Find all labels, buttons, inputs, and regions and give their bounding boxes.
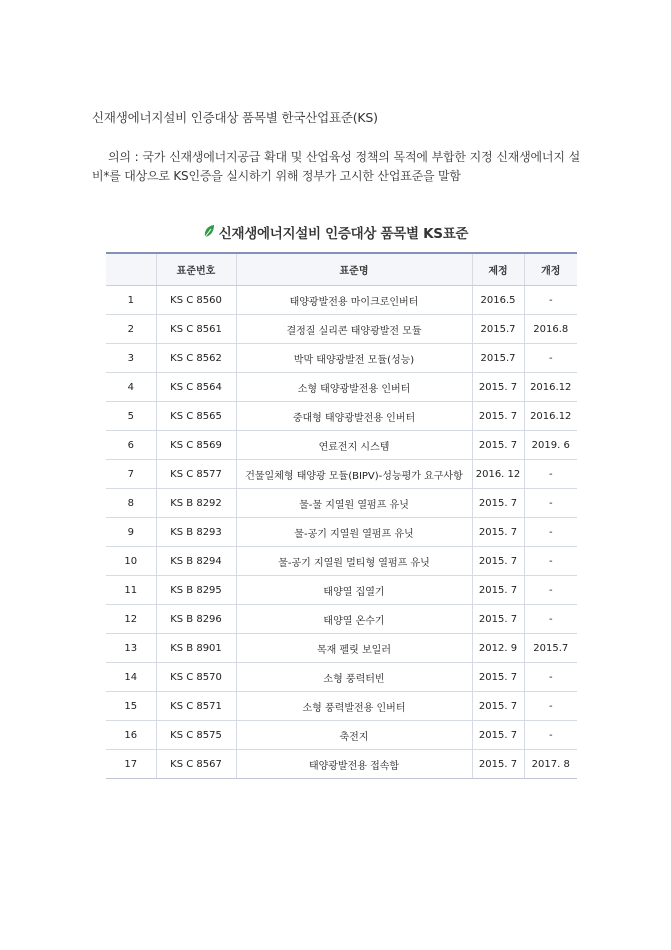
standard-name-cell: 소형 풍력발전용 인버터 <box>236 692 472 721</box>
header-standard-name: 표준명 <box>236 253 472 286</box>
table-row <box>106 576 577 605</box>
standard-number-cell: KS C 8562 <box>156 344 236 373</box>
revised-date-cell: - <box>524 663 577 692</box>
row-index-cell: 14 <box>106 663 156 692</box>
revised-date-cell: 2019. 6 <box>524 431 577 460</box>
standard-name-cell: 중대형 태양광발전용 인버터 <box>236 402 472 431</box>
standard-number-cell: KS C 8567 <box>156 750 236 779</box>
standard-number-cell: KS C 8561 <box>156 315 236 344</box>
standard-number-cell: KS B 8296 <box>156 605 236 634</box>
row-index-cell: 2 <box>106 315 156 344</box>
enacted-date-cell: 2015. 7 <box>472 692 524 721</box>
table-row <box>106 402 577 431</box>
header-standard-number: 표준번호 <box>156 253 236 286</box>
row-index-cell: 10 <box>106 547 156 576</box>
standard-number-cell: KS C 8575 <box>156 721 236 750</box>
table-row <box>106 315 577 344</box>
table-row <box>106 605 577 634</box>
enacted-date-cell: 2015. 7 <box>472 576 524 605</box>
table-header-row <box>106 253 577 286</box>
row-index-cell: 17 <box>106 750 156 779</box>
standard-name-cell: 태양열 온수기 <box>236 605 472 634</box>
standard-name-cell: 축전지 <box>236 721 472 750</box>
enacted-date-cell: 2015. 7 <box>472 489 524 518</box>
enacted-date-cell: 2016. 12 <box>472 460 524 489</box>
table-row <box>106 663 577 692</box>
enacted-date-cell: 2015. 7 <box>472 518 524 547</box>
revised-date-cell: - <box>524 605 577 634</box>
standard-number-cell: KS B 8292 <box>156 489 236 518</box>
standard-name-cell: 물-공기 지열원 열펌프 유닛 <box>236 518 472 547</box>
standard-name-cell: 연료전지 시스템 <box>236 431 472 460</box>
table-title: 신재생에너지설비 인증대상 품목별 KS표준 <box>218 226 469 242</box>
standard-name-cell: 박막 태양광발전 모듈(성능) <box>236 344 472 373</box>
standard-name-cell: 태양열 집열기 <box>236 576 472 605</box>
table-row <box>106 692 577 721</box>
table-row <box>106 373 577 402</box>
revised-date-cell: - <box>524 692 577 721</box>
enacted-date-cell: 2015.7 <box>472 315 524 344</box>
standard-name-cell: 태양광발전용 마이크로인버터 <box>236 286 472 315</box>
enacted-date-cell: 2015. 7 <box>472 402 524 431</box>
revised-date-cell: - <box>524 344 577 373</box>
standard-number-cell: KS C 8577 <box>156 460 236 489</box>
row-index-cell: 7 <box>106 460 156 489</box>
standard-number-cell: KS C 8571 <box>156 692 236 721</box>
header-index <box>106 253 156 286</box>
enacted-date-cell: 2015. 7 <box>472 431 524 460</box>
revised-date-cell: 2016.12 <box>524 402 577 431</box>
standard-name-cell: 태양광발전용 접속함 <box>236 750 472 779</box>
revised-date-cell: 2016.8 <box>524 315 577 344</box>
row-index-cell: 6 <box>106 431 156 460</box>
table-title-block <box>0 222 671 242</box>
row-index-cell: 5 <box>106 402 156 431</box>
standard-name-cell: 건물일체형 태양광 모듈(BIPV)-성능평가 요구사항 <box>236 460 472 489</box>
definition-paragraph: 의의 : 국가 신재생에너지공급 확대 및 산업육성 정책의 목적에 부합한 지정 신재생에너지 설비*를 대상으로 KS인증을 실시하기 위해 정부가 고시한 산업표준을 말함 <box>92 150 580 183</box>
header-revised: 개정 <box>524 253 577 286</box>
row-index-cell: 3 <box>106 344 156 373</box>
revised-date-cell: - <box>524 489 577 518</box>
header-enacted: 제정 <box>472 253 524 286</box>
enacted-date-cell: 2012. 9 <box>472 634 524 663</box>
standard-name-cell: 결정질 실리콘 태양광발전 모듈 <box>236 315 472 344</box>
enacted-date-cell: 2015. 7 <box>472 605 524 634</box>
enacted-date-cell: 2015. 7 <box>472 373 524 402</box>
table-row <box>106 750 577 779</box>
row-index-cell: 8 <box>106 489 156 518</box>
table-row <box>106 460 577 489</box>
revised-date-cell: - <box>524 576 577 605</box>
row-index-cell: 9 <box>106 518 156 547</box>
table-body <box>106 286 577 779</box>
standard-name-cell: 물-공기 지열원 멀티형 열펌프 유닛 <box>236 547 472 576</box>
table-row <box>106 344 577 373</box>
ks-standards-table <box>106 252 577 779</box>
enacted-date-cell: 2015. 7 <box>472 547 524 576</box>
enacted-date-cell: 2015.7 <box>472 344 524 373</box>
table-row <box>106 547 577 576</box>
revised-date-cell: - <box>524 286 577 315</box>
table-row <box>106 518 577 547</box>
table-row <box>106 721 577 750</box>
standard-name-cell: 물-물 지열원 열펌프 유닛 <box>236 489 472 518</box>
standard-number-cell: KS C 8569 <box>156 431 236 460</box>
document-title: 신재생에너지설비 인증대상 품목별 한국산업표준(KS) <box>92 110 378 125</box>
standard-number-cell: KS B 8293 <box>156 518 236 547</box>
revised-date-cell: 2017. 8 <box>524 750 577 779</box>
standard-number-cell: KS C 8564 <box>156 373 236 402</box>
enacted-date-cell: 2015. 7 <box>472 750 524 779</box>
table-row <box>106 286 577 315</box>
revised-date-cell: - <box>524 460 577 489</box>
standard-name-cell: 소형 풍력터빈 <box>236 663 472 692</box>
table-row <box>106 431 577 460</box>
standard-number-cell: KS C 8565 <box>156 402 236 431</box>
row-index-cell: 11 <box>106 576 156 605</box>
standard-name-cell: 목재 펠릿 보일러 <box>236 634 472 663</box>
standard-number-cell: KS C 8560 <box>156 286 236 315</box>
standard-number-cell: KS B 8295 <box>156 576 236 605</box>
leaf-icon <box>203 224 215 242</box>
row-index-cell: 15 <box>106 692 156 721</box>
row-index-cell: 12 <box>106 605 156 634</box>
table-row <box>106 634 577 663</box>
row-index-cell: 13 <box>106 634 156 663</box>
row-index-cell: 4 <box>106 373 156 402</box>
enacted-date-cell: 2015. 7 <box>472 663 524 692</box>
revised-date-cell: 2016.12 <box>524 373 577 402</box>
standard-number-cell: KS B 8294 <box>156 547 236 576</box>
revised-date-cell: - <box>524 518 577 547</box>
standard-name-cell: 소형 태양광발전용 인버터 <box>236 373 472 402</box>
standard-number-cell: KS C 8570 <box>156 663 236 692</box>
enacted-date-cell: 2016.5 <box>472 286 524 315</box>
row-index-cell: 16 <box>106 721 156 750</box>
enacted-date-cell: 2015. 7 <box>472 721 524 750</box>
revised-date-cell: - <box>524 721 577 750</box>
row-index-cell: 1 <box>106 286 156 315</box>
table-row <box>106 489 577 518</box>
revised-date-cell: 2015.7 <box>524 634 577 663</box>
standard-number-cell: KS B 8901 <box>156 634 236 663</box>
revised-date-cell: - <box>524 547 577 576</box>
